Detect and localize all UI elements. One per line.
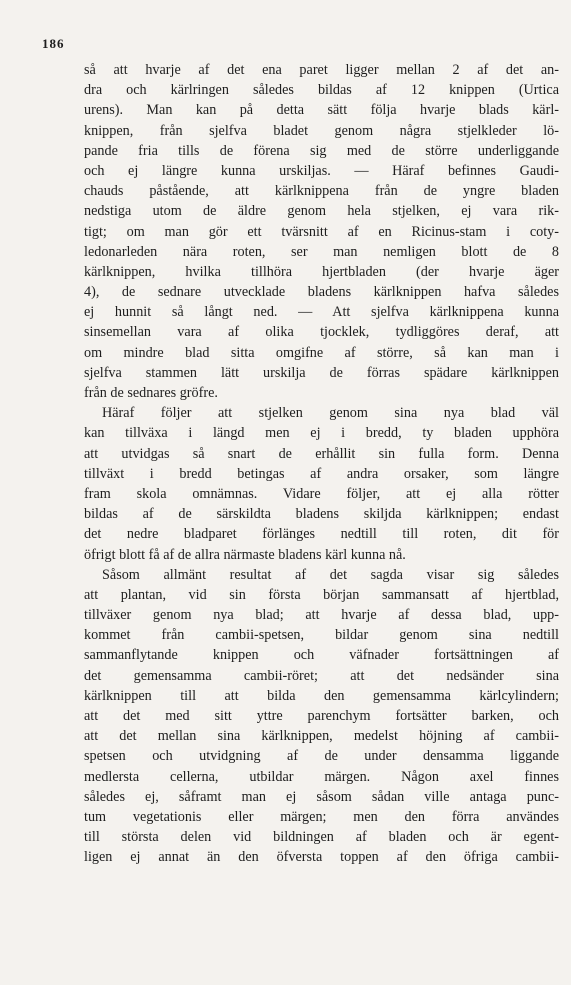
paragraph — [84, 60, 559, 403]
text-line: att plantan, vid sin första början sammansatt af hjertblad, — [84, 586, 559, 603]
text-line: Häraf följer att stjelken genom sina nya blad väl — [102, 405, 559, 422]
text-line: att det mellan sina kärlknippen, medelst höjning af cambii- — [84, 728, 559, 745]
text-line: till största delen vid bildningen af bladen och är egent- — [84, 829, 559, 846]
text-line: sjelfva stammen lätt urskilja de förras spädare kärlknippen — [84, 364, 559, 381]
text-line: kan tillväxa i längd men ej i bredd, ty bladen upphöra — [84, 425, 559, 442]
text-line: tigt; om man gör ett tvärsnitt af en Ricinus-stam i coty- — [84, 223, 559, 240]
text-line: sinsemellan vara af olika tjocklek, tydliggöres deraf, att — [84, 324, 559, 341]
text-line: fram skola omnämnas. Vidare följer, att ej alla rötter — [84, 485, 559, 502]
paragraph — [84, 403, 559, 565]
page-number: 186 — [42, 36, 65, 51]
text-line: 4), de sednare utvecklade bladens kärlknippen hafva således — [84, 284, 559, 301]
text-line: knippen, från sjelfva bladet genom några stjelkleder lö- — [84, 122, 559, 139]
text-line: sammanflytande knippen och väfnader fortsättningen af — [84, 647, 559, 664]
text-line: tum vegetationis eller märgen; men den förra användes — [84, 808, 559, 825]
text-line: Såsom allmänt resultat af det sagda visar sig således — [102, 566, 559, 583]
text-line: således ej, såframt man ej såsom sådan ville antaga punc- — [84, 788, 559, 805]
text-line: ej hunnit så långt ned. — Att sjelfva kärlknippena kunna — [84, 304, 559, 321]
text-line: nedstiga utom de äldre genom hela stjelken, ej vara rik- — [84, 203, 559, 220]
text-line: tillväxer genom nya blad; att hvarje af dessa blad, upp- — [84, 607, 559, 624]
text-line: öfrigt blott få af de allra närmaste bladens kärl kunna nå. — [84, 546, 406, 563]
text-line: dra och kärlringen således bildas af 12 knippen (Urtica — [84, 82, 559, 99]
text-line: att det med sitt yttre parenchym fortsätter barken, och — [84, 708, 559, 724]
text-line: kommet från cambii-spetsen, bildar genom sina nedtill — [84, 627, 559, 644]
text-line: så att hvarje af det ena paret ligger mellan 2 af det an- — [84, 62, 559, 78]
text-line: om mindre blad sitta omgifne af större, så kan man i — [84, 344, 559, 361]
text-line: tillväxt i bredd betingas af andra orsaker, som längre — [84, 465, 559, 482]
text-line: att utvidgas så snart de erhållit sin fulla form. Denna — [84, 445, 559, 462]
text-line: det nedre bladparet förlänges nedtill till roten, dit för — [84, 526, 559, 543]
text-line: och ej längre kunna urskiljas. — Häraf befinnes Gaudi- — [84, 162, 559, 179]
text-line: bildas af de särskildta bladens skiljda kärlknippen; endast — [84, 506, 559, 523]
paragraph — [84, 565, 559, 868]
text-line: kärlknippen, hvilka tillhöra hjertbladen (der hvarje äger — [84, 263, 559, 280]
text-line: spetsen och utvidgning af de under densamma liggande — [84, 748, 559, 765]
text-line: det gemensamma cambii-röret; att det nedsänder sina — [84, 667, 559, 684]
text-line: chauds påstående, att kärlknippena från de yngre bladen — [84, 183, 559, 200]
text-line: ligen ej annat än den öfversta toppen af den öfriga cambii- — [84, 849, 559, 866]
body-text — [84, 60, 559, 868]
text-line: från de sednares gröfre. — [84, 385, 218, 401]
text-line: pande fria tills de förena sig med de större underliggande — [84, 142, 559, 159]
text-line: kärlknippen till att bilda den gemensamma kärlcylindern; — [84, 687, 559, 704]
text-line: urens). Man kan på detta sätt följa hvarje blads kärl- — [84, 102, 559, 119]
text-line: medlersta cellerna, utbildar märgen. Någon axel finnes — [84, 768, 559, 785]
text-line: ledonarleden nära roten, ser man nemligen blott de 8 — [84, 243, 559, 260]
